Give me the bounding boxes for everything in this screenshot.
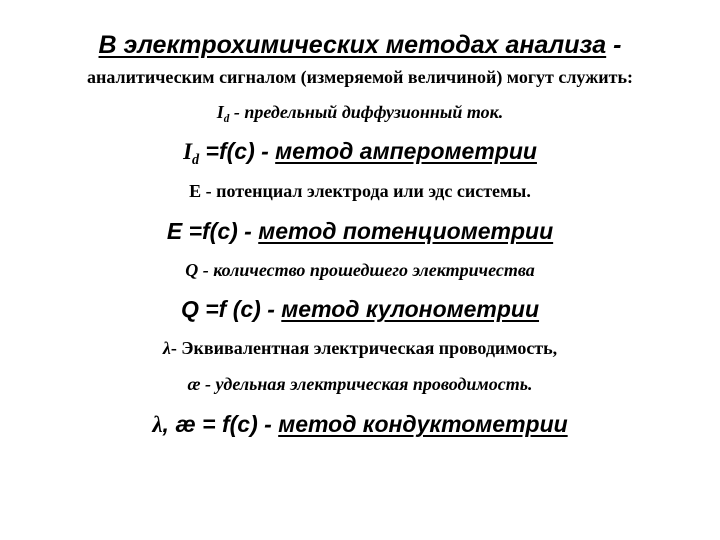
title-dash: - <box>606 31 622 59</box>
lambda-symbol: λ <box>162 338 171 358</box>
title-main: В электрохимических методах анализа <box>98 31 607 59</box>
id-symbol: I <box>216 102 224 122</box>
id-definition <box>0 103 720 125</box>
conductometry-line <box>0 413 720 436</box>
id-method-line <box>0 140 720 167</box>
lambda-definition <box>0 339 720 357</box>
id-method-symbol: I <box>183 139 193 164</box>
e-method-prefix: E =f(c) - <box>166 218 259 244</box>
q-method-prefix: Q =f (c) - <box>180 296 282 322</box>
subtitle: аналитическим сигналом (измеряемой величиной) могут служить: <box>87 67 633 87</box>
q-definition: Q - количество прошедшего электричества <box>185 260 535 280</box>
e-definition: E - потенциал электрода или эдс системы. <box>189 181 531 201</box>
lambda-method-symbol: λ <box>152 412 163 437</box>
id-definition-text: - предельный диффузионный ток. <box>229 102 504 122</box>
id-method-subscript: d <box>192 151 200 168</box>
amperometry-method: метод амперометрии <box>275 138 537 164</box>
q-method-line <box>0 298 720 321</box>
potentiometry-method: метод потенциометрии <box>258 218 554 244</box>
e-method-line <box>0 220 720 243</box>
ae-definition: æ - удельная электрическая проводимость. <box>187 374 533 394</box>
coulometry-method: метод кулонометрии <box>281 296 540 322</box>
conductometry-prefix: , æ = f(c) - <box>162 411 279 437</box>
id-method-prefix: =f(c) - <box>199 138 276 164</box>
slide-title <box>0 33 720 58</box>
conductometry-method: метод кондуктометрии <box>278 411 568 437</box>
id-subscript: d <box>223 112 230 125</box>
lambda-definition-text: - Эквивалентная электрическая проводимость, <box>170 338 558 358</box>
